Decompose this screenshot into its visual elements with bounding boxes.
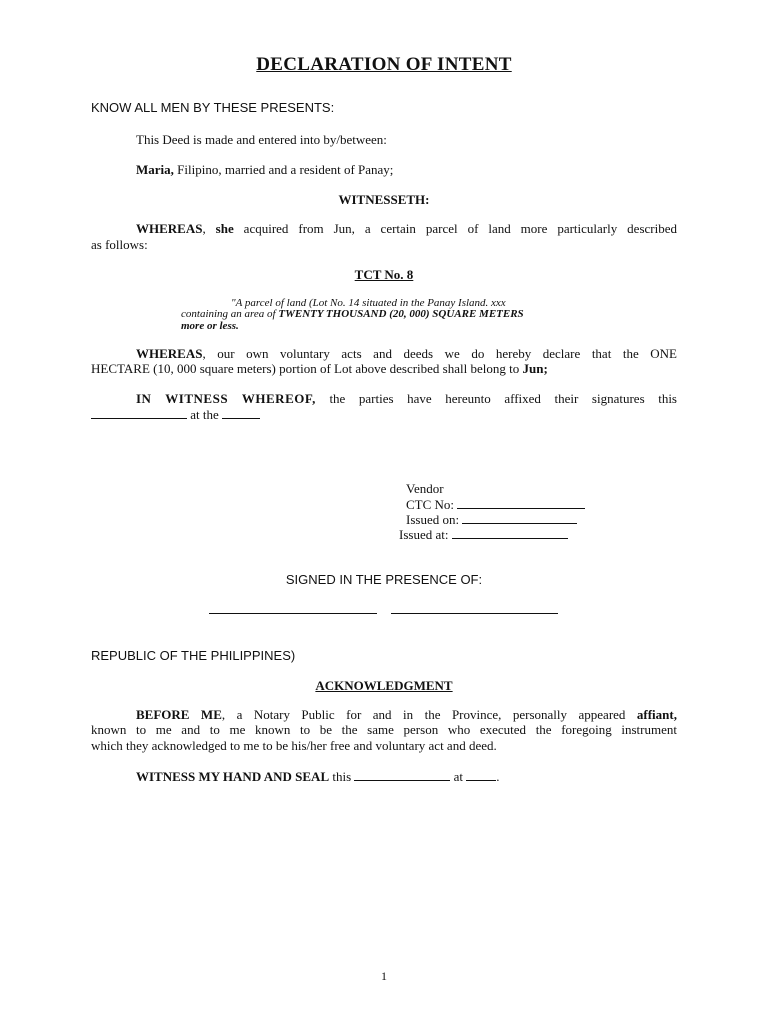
witness-hand-this: this [329, 769, 355, 784]
whereas-2-line-1 [91, 346, 677, 362]
tct-heading: TCT No. 8 [354, 267, 414, 282]
before-me-keyword: BEFORE ME [136, 707, 222, 722]
witness-hand-at: at [450, 769, 467, 784]
whereas-1-text: acquired from Jun, a certain parcel of land more particularly described [233, 221, 677, 236]
issued-at-label: Issued at: [399, 527, 452, 542]
whereas-2-beneficiary: Jun; [522, 361, 548, 376]
acknowledgment-heading: ACKNOWLEDGMENT [315, 678, 453, 693]
witnesseth-heading: WITNESSETH: [338, 192, 430, 207]
whereas-1-pronoun: she [215, 221, 234, 236]
deed-intro: This Deed is made and entered into by/between: [136, 132, 387, 147]
whereas-1-keyword: WHEREAS [136, 221, 203, 236]
whereas-2-keyword: WHEREAS [136, 346, 203, 361]
land-area-prefix: containing an area of [181, 308, 279, 320]
whereas-2-line-2 [91, 361, 548, 377]
in-witness-line-2 [91, 407, 260, 423]
witness-hand-line [136, 769, 500, 785]
signed-presence-heading: SIGNED IN THE PRESENCE OF: [285, 572, 483, 587]
issued-on-label: Issued on: [406, 512, 463, 527]
date-blank[interactable] [91, 407, 187, 419]
in-witness-text: the parties have hereunto affixed their signatures this [315, 391, 677, 406]
at-the-text: at the [187, 407, 223, 422]
witness-hand-period: . [496, 769, 500, 784]
ctc-label: CTC No: [406, 497, 458, 512]
party-line [136, 162, 393, 178]
issued-at-line [399, 527, 568, 543]
whereas-2-text-2: HECTARE (10, 000 square meters) portion of Lot above described shall belong to [91, 361, 523, 376]
land-description-line-3: more or less. [181, 320, 239, 332]
page-number: 1 [381, 969, 387, 983]
issued-on-blank[interactable] [462, 512, 577, 524]
affiant-keyword: affiant, [636, 707, 677, 722]
notary-date-blank[interactable] [354, 769, 450, 781]
vendor-label: Vendor [406, 481, 444, 496]
republic-line: REPUBLIC OF THE PHILIPPINES) [91, 648, 296, 663]
party-name: Maria, [136, 162, 174, 177]
notary-place-blank[interactable] [466, 769, 496, 781]
issued-at-blank[interactable] [452, 527, 568, 539]
document-title: DECLARATION OF INTENT [256, 54, 512, 75]
ctc-line [406, 497, 585, 513]
in-witness-keyword: IN WITNESS WHEREOF, [136, 391, 316, 406]
land-description-line-1: "A parcel of land (Lot No. 14 situated in the Panay Island. xxx [231, 297, 506, 309]
acknowledgment-line-1 [91, 707, 677, 723]
whereas-1-line-1 [91, 221, 677, 237]
in-witness-line-1 [91, 391, 677, 407]
place-blank[interactable] [222, 407, 260, 419]
witness-signature-line-2[interactable] [391, 613, 558, 614]
witness-hand-keyword: WITNESS MY HAND AND SEAL [136, 769, 330, 784]
witness-signature-line-1[interactable] [209, 613, 377, 614]
ctc-blank[interactable] [457, 497, 585, 509]
acknowledgment-line-2: known to me and to me known to be the same person who executed the foregoing instrument [91, 722, 677, 737]
whereas-1-comma: , [202, 221, 216, 236]
acknowledgment-text-1: , a Notary Public for and in the Province, personally appeared [221, 707, 637, 722]
issued-on-line [406, 512, 577, 528]
land-area: TWENTY THOUSAND (20, 000) SQUARE METERS [278, 308, 524, 320]
party-description: Filipino, married and a resident of Panay; [173, 162, 394, 177]
acknowledgment-line-3: which they acknowledged to me to be his/her free and voluntary act and deed. [91, 738, 497, 753]
whereas-1-line-2: as follows: [91, 237, 148, 252]
salutation: KNOW ALL MEN BY THESE PRESENTS: [91, 100, 335, 115]
whereas-2-text: , our own voluntary acts and deeds we do hereby declare that the ONE [202, 346, 677, 361]
